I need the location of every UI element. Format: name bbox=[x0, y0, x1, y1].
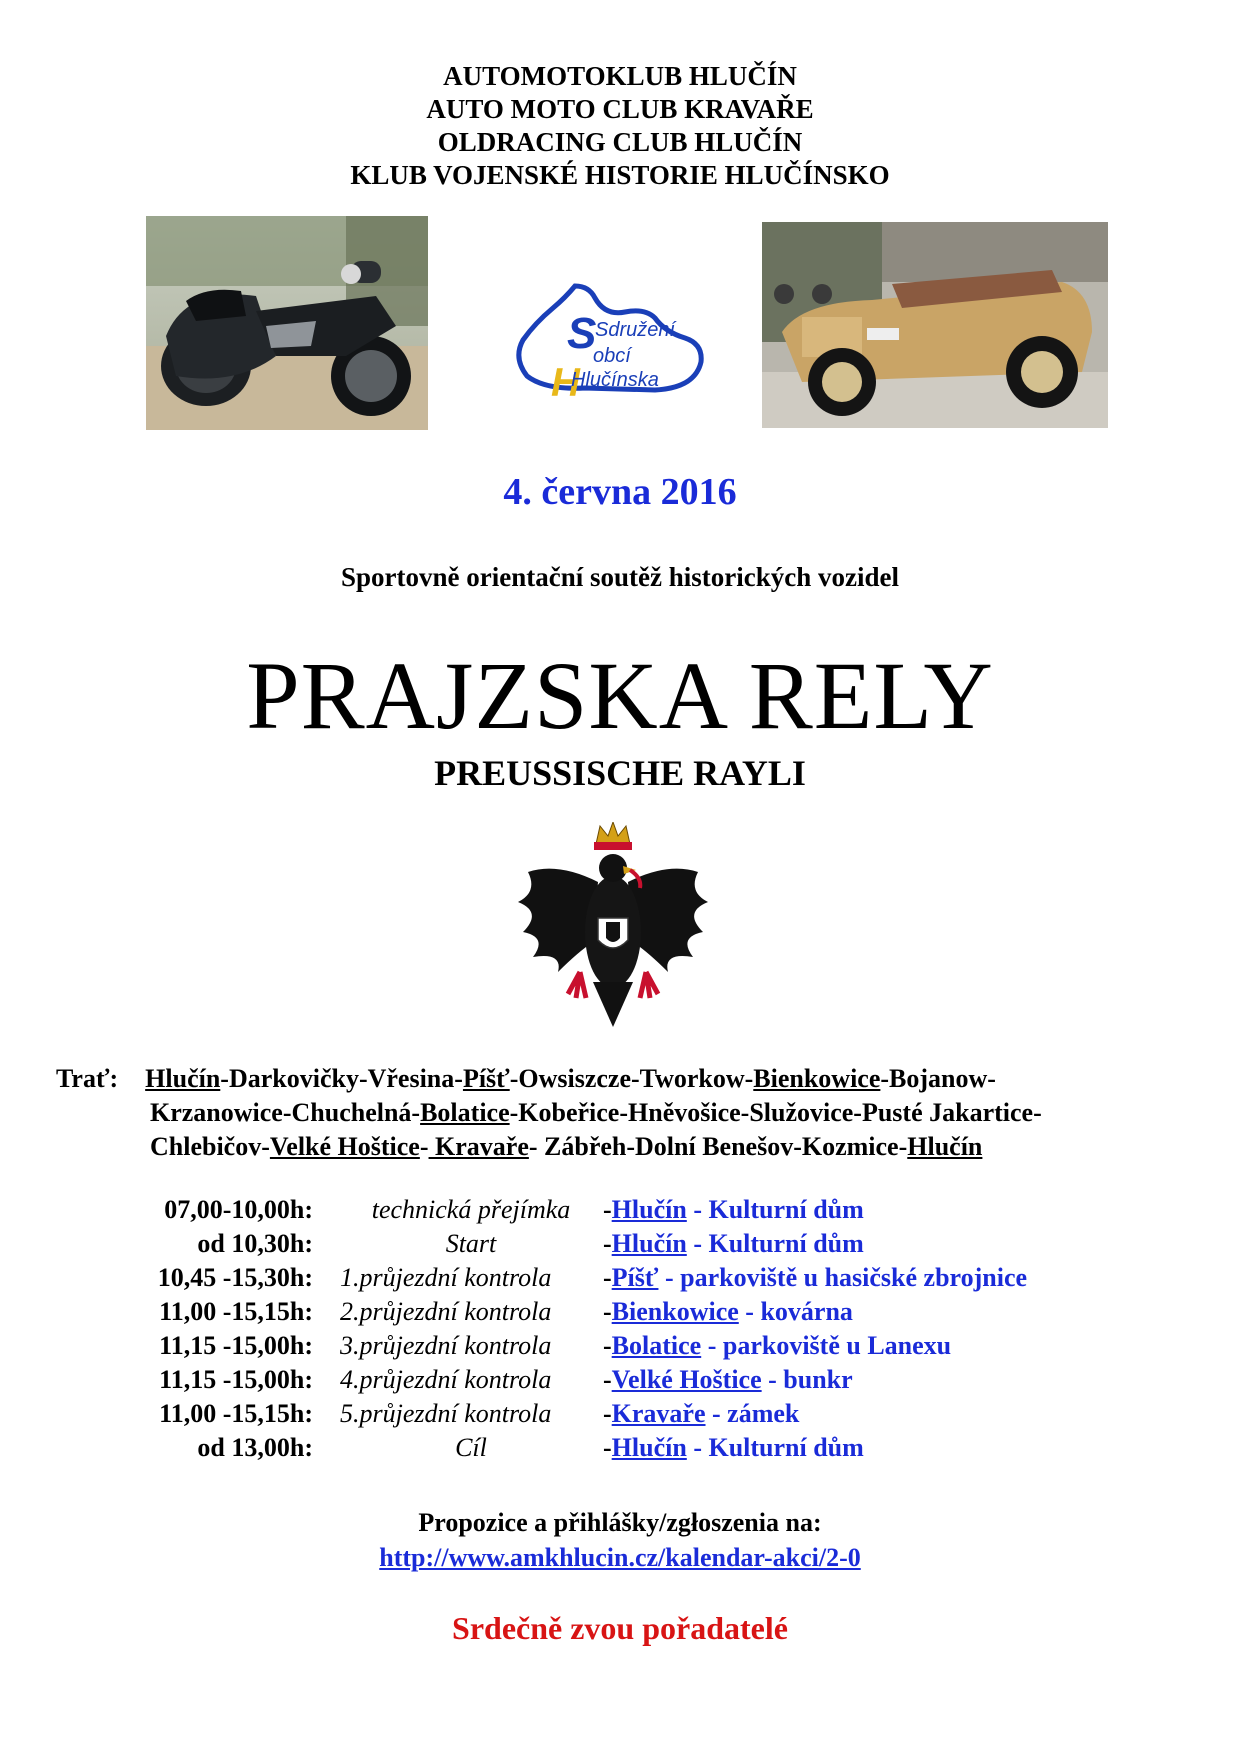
schedule-row bbox=[0, 1193, 1240, 1227]
schedule-location: -Hlučín - Kulturní dům bbox=[603, 1229, 864, 1258]
schedule-time: 10,45 -15,30h: bbox=[157, 1263, 313, 1292]
schedule-detail: - parkoviště u hasičské zbrojnice bbox=[658, 1263, 1028, 1292]
schedule-place-link[interactable]: Bolatice bbox=[611, 1331, 702, 1360]
schedule-detail: - bunkr bbox=[761, 1365, 853, 1394]
organizer-line: KLUB VOJENSKÉ HISTORIE HLUČÍNSKO bbox=[350, 160, 890, 190]
schedule-location: -Kravaře - zámek bbox=[603, 1399, 800, 1428]
route-stop-link[interactable]: Bolatice bbox=[420, 1098, 510, 1127]
registration-link-wrap bbox=[0, 1543, 1240, 1573]
schedule-activity: Start bbox=[445, 1229, 497, 1258]
route-block bbox=[56, 1062, 1196, 1164]
route-stop-link[interactable]: Velké Hoštice bbox=[269, 1132, 420, 1161]
schedule-activity: 2.průjezdní kontrola bbox=[340, 1297, 552, 1326]
svg-text:S: S bbox=[567, 309, 597, 358]
schedule-place-link[interactable]: Hlučín bbox=[611, 1195, 687, 1224]
schedule-activity: technická přejímka bbox=[371, 1195, 571, 1224]
route-segment: -Kobeřice-Hněvošice-Služovice-Pusté Jakartice- bbox=[509, 1098, 1042, 1127]
schedule-time: 11,00 -15,15h: bbox=[159, 1399, 313, 1428]
schedule-row bbox=[0, 1363, 1240, 1397]
registration-link[interactable]: http://www.amkhlucin.cz/kalendar-akci/2-0 bbox=[379, 1543, 861, 1572]
prussian-eagle-emblem bbox=[518, 822, 708, 1036]
schedule-activity: Cíl bbox=[455, 1433, 487, 1462]
schedule-row bbox=[0, 1431, 1240, 1465]
schedule-activity: 3.průjezdní kontrola bbox=[340, 1331, 552, 1360]
schedule-activity: 1.průjezdní kontrola bbox=[340, 1263, 552, 1292]
logo-line2: obcí bbox=[593, 345, 631, 367]
route-segment: -Bojanow- bbox=[880, 1064, 996, 1093]
route-segment: - Zábřeh-Dolní Benešov-Kozmice- bbox=[528, 1132, 908, 1161]
schedule-location: -Hlučín - Kulturní dům bbox=[603, 1195, 864, 1224]
schedule-time: od 13,00h: bbox=[197, 1433, 313, 1462]
organizers-block bbox=[0, 60, 1240, 192]
route-stop-link[interactable]: Kravaře bbox=[428, 1132, 529, 1161]
schedule-detail: - Kulturní dům bbox=[686, 1229, 864, 1258]
schedule-table bbox=[0, 1193, 1240, 1473]
schedule-place-link[interactable]: Hlučín bbox=[611, 1229, 687, 1258]
schedule-row bbox=[0, 1261, 1240, 1295]
schedule-time: 07,00-10,00h: bbox=[164, 1195, 313, 1224]
logo-line1: Sdružení bbox=[595, 319, 676, 341]
schedule-location: -Bolatice - parkoviště u Lanexu bbox=[603, 1331, 952, 1360]
schedule-detail: - parkoviště u Lanexu bbox=[701, 1331, 952, 1360]
sdruzeni-obci-hlucinska-logo bbox=[505, 278, 705, 408]
schedule-detail: - kovárna bbox=[738, 1297, 853, 1326]
schedule-detail: - zámek bbox=[705, 1399, 800, 1428]
schedule-place-link[interactable]: Kravaře bbox=[611, 1399, 706, 1428]
schedule-location: -Velké Hoštice - bunkr bbox=[603, 1365, 853, 1394]
organizer-line: OLDRACING CLUB HLUČÍN bbox=[437, 127, 803, 157]
route-stop-link[interactable]: Bienkowice bbox=[753, 1064, 881, 1093]
route-segment: -Darkovičky-Vřesina- bbox=[220, 1064, 463, 1093]
schedule-place-link[interactable]: Velké Hoštice bbox=[611, 1365, 762, 1394]
registration-label: Propozice a přihlášky/zgłoszenia na: bbox=[418, 1508, 822, 1537]
schedule-row bbox=[0, 1295, 1240, 1329]
schedule-row bbox=[0, 1397, 1240, 1431]
schedule-time: 11,00 -15,15h: bbox=[159, 1297, 313, 1326]
schedule-activity: 4.průjezdní kontrola bbox=[340, 1365, 552, 1394]
route-stop-link[interactable]: Hlučín bbox=[145, 1064, 221, 1093]
invitation-text: Srdečně zvou pořadatelé bbox=[452, 1610, 788, 1646]
schedule-place-link[interactable]: Hlučín bbox=[611, 1433, 687, 1462]
svg-text:H: H bbox=[551, 361, 580, 405]
schedule-place-link[interactable]: Píšť bbox=[611, 1263, 659, 1292]
route-label: Trať: bbox=[56, 1064, 119, 1093]
schedule-detail: - Kulturní dům bbox=[686, 1195, 864, 1224]
route-segment: -Owsiszcze-Tworkow- bbox=[509, 1064, 754, 1093]
route-stop-link[interactable]: Píšť bbox=[462, 1064, 510, 1093]
route-stop-link[interactable]: Hlučín bbox=[907, 1132, 983, 1161]
schedule-place-link[interactable]: Bienkowice bbox=[611, 1297, 739, 1326]
schedule-activity: 5.průjezdní kontrola bbox=[340, 1399, 552, 1428]
schedule-detail: - Kulturní dům bbox=[686, 1433, 864, 1462]
event-subtitle: Sportovně orientační soutěž historických vozidel bbox=[341, 562, 899, 592]
schedule-time: od 10,30h: bbox=[197, 1229, 313, 1258]
route-segment: Chlebičov- bbox=[150, 1132, 270, 1161]
schedule-time: 11,15 -15,00h: bbox=[159, 1365, 313, 1394]
route-segment: Krzanowice-Chuchelná- bbox=[150, 1098, 421, 1127]
logo-line3: Hlučínska bbox=[571, 369, 659, 391]
organizer-line: AUTOMOTOKLUB HLUČÍN bbox=[443, 61, 797, 91]
event-date: 4. června 2016 bbox=[503, 471, 737, 513]
organizer-line: AUTO MOTO CLUB KRAVAŘE bbox=[426, 94, 814, 124]
schedule-location: -Hlučín - Kulturní dům bbox=[603, 1433, 864, 1462]
schedule-location: -Bienkowice - kovárna bbox=[603, 1297, 853, 1326]
schedule-location: -Píšť - parkoviště u hasičské zbrojnice bbox=[603, 1263, 1028, 1292]
route-segment: - bbox=[419, 1132, 429, 1161]
schedule-row bbox=[0, 1329, 1240, 1363]
schedule-time: 11,15 -15,00h: bbox=[159, 1331, 313, 1360]
schedule-row bbox=[0, 1227, 1240, 1261]
event-title-de: PREUSSISCHE RAYLI bbox=[434, 753, 806, 793]
vintage-car-photo bbox=[762, 222, 1108, 428]
event-title: PRAJZSKA RELY bbox=[246, 642, 994, 749]
motorcycle-photo bbox=[146, 216, 428, 430]
